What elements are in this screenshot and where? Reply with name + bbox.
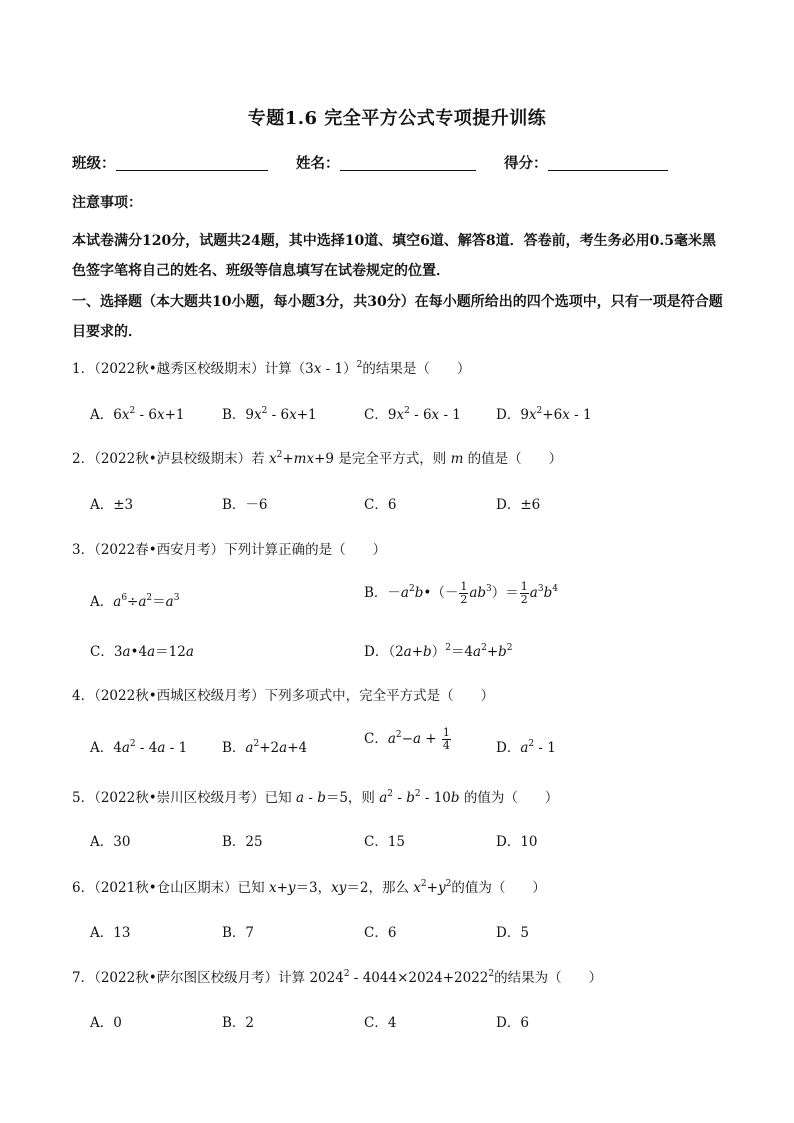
- notice-heading: 注意事项：: [72, 195, 142, 211]
- score-label: 得分：: [504, 155, 548, 172]
- q2-option-a: A．±3: [90, 497, 134, 513]
- question-5: 5．（2022秋•崇川区校级月考）已知 a - b＝5，则 $a^2 - b^2 - 10b$ 的值为（ ）: [72, 789, 559, 806]
- q1-option-d: D．$9x^2+6x - 1$: [496, 406, 592, 423]
- q7-option-d: D．6: [496, 1015, 529, 1031]
- score-blank[interactable]: [548, 154, 668, 171]
- question-6: 6．（2021秋•仓山区期末）已知 x+y＝3，xy＝2，那么 $x^2+y^2$的值为（ ）: [72, 879, 546, 896]
- q2-option-d: D．±6: [496, 497, 541, 513]
- q4-option-d: D．$a^2 - 1$: [496, 739, 556, 756]
- q6-option-b: B．7: [222, 925, 255, 941]
- q3-option-c: C．3a•4a＝12a: [90, 644, 194, 660]
- name-field: [296, 152, 476, 173]
- q1-option-c: C．$9x^2 - 6x - 1$: [364, 406, 461, 423]
- q6-option-c: C．6: [364, 925, 397, 941]
- section-heading: 一、选择题（本大题共10小题，每小题3分，共30分）在每小题所给出的四个选项中，只有一项是符合题目要求的．: [72, 294, 723, 340]
- q2-option-b: B．－6: [222, 497, 268, 513]
- score-field: [504, 152, 668, 173]
- q4-option-c: C．$a^2-a$ + $\frac{1}{4}$: [364, 726, 450, 752]
- q5-option-a: A．30: [90, 834, 131, 850]
- notice-body: 本试卷满分120分，试题共24题，其中选择10道、填空6道、解答8道．答卷前，考生务必用0.5毫米黑色签字笔将自己的姓名、班级等信息填写在试卷规定的位置．: [72, 233, 717, 279]
- class-label: 班级：: [72, 155, 116, 172]
- q4-option-b: B．$a^2+2a+4$: [222, 739, 308, 756]
- q6-option-a: A．13: [90, 925, 131, 941]
- question-2: 2．（2022秋•泸县校级期末）若 $x^2+mx+9$ 是完全平方式，则 m 的值是（ ）: [72, 450, 563, 467]
- page-title: 专题1.6 完全平方公式专项提升训练: [247, 108, 547, 129]
- q4-option-a: A．$4a^2 - 4a - 1$: [90, 739, 188, 756]
- q5-option-d: D．10: [496, 834, 538, 850]
- q1-option-b: B．$9x^2 - 6x+1$: [222, 406, 317, 423]
- class-field: [72, 152, 268, 173]
- q5-option-b: B．25: [222, 834, 263, 850]
- q3-option-b: B．$-a^2b•(-$ $\frac{1}{2}$ $ab^3)=$ $\frac{1}{2}$ $a^3b^4$: [364, 580, 558, 606]
- q2-option-c: C．6: [364, 497, 397, 513]
- q7-option-c: C．4: [364, 1015, 397, 1031]
- q1-option-a: A．$6x^2 - 6x+1$: [90, 406, 185, 423]
- q3-option-d: D．$(2a+b)^2=4a^2+b^2$: [364, 643, 513, 660]
- question-7: 7．（2022秋•萨尔图区校级月考）计算 $2024^2 - 4044\times 2024+2022^2$的结果为（ ）: [72, 969, 603, 986]
- q5-option-c: C．15: [364, 834, 406, 850]
- name-blank[interactable]: [340, 154, 476, 171]
- question-1: 1．（2022秋•越秀区校级期末）计算（3x - 1）$^2$的结果是（ ）: [72, 360, 471, 377]
- question-3: 3．（2022春•西安月考）下列计算正确的是（ ）: [72, 542, 387, 558]
- q7-option-b: B．2: [222, 1015, 255, 1031]
- q6-option-d: D．5: [496, 925, 529, 941]
- q7-option-a: A．0: [90, 1015, 122, 1031]
- q3-option-a: A．$a^6\div a^2=a^3$: [90, 593, 180, 610]
- name-label: 姓名：: [296, 155, 340, 172]
- question-4: 4．（2022秋•西城区校级月考）下列多项式中，完全平方式是（ ）: [72, 688, 495, 704]
- class-blank[interactable]: [116, 154, 268, 171]
